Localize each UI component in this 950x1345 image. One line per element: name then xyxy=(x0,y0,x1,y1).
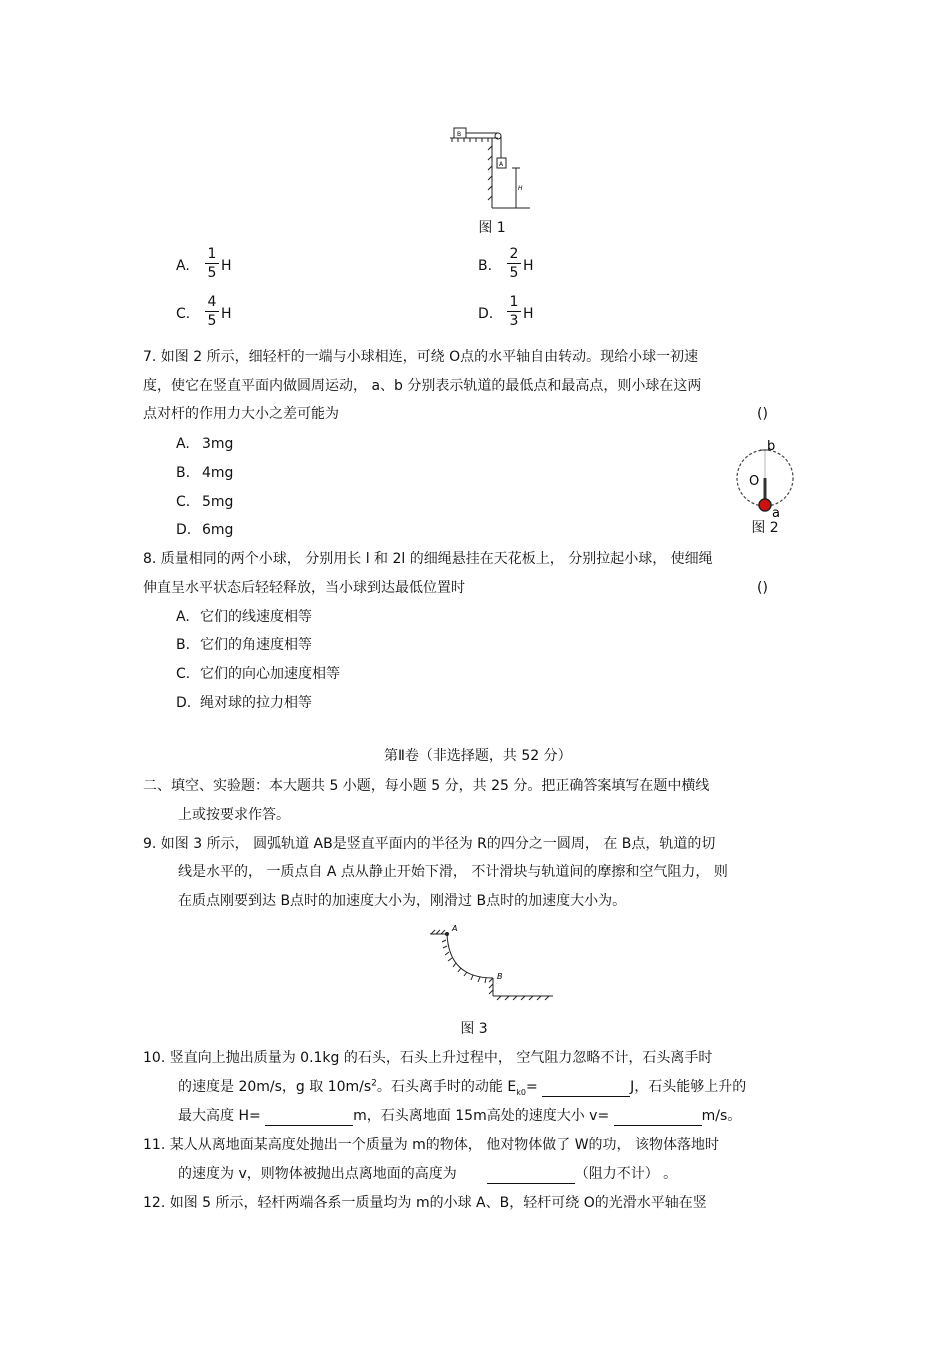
q10-line-3-part-b: m，石头离地面 15m高处的速度大小 v= xyxy=(353,1108,614,1124)
q8-text-line-1: 8. 质量相同的两个小球， 分别用长 l 和 2l 的细绳悬挂在天花板上， 分别拉起小球， 使细绳 xyxy=(143,551,713,567)
q7-text-line-1: 7. 如图 2 所示，细轻杆的一端与小球相连，可绕 O点的水平轴自由转动。现给小球一初速 xyxy=(143,349,699,365)
q7-option-d-text: 6mg xyxy=(202,522,234,538)
q8-text-line-2: 伸直呈水平状态后轻轻释放，当小球到达最低位置时 xyxy=(143,580,465,596)
q6-option-d-numerator: 1 xyxy=(509,294,519,310)
fig1-height-label: H xyxy=(518,185,523,192)
q7-option-c-text: 5mg xyxy=(202,494,234,510)
fig2-label-b: b xyxy=(767,439,776,454)
q6-option-b-fraction xyxy=(507,246,521,281)
q8-option-d-text: 绳对球的拉力相等 xyxy=(200,695,312,711)
figure-3-diagram xyxy=(425,922,560,1002)
q7-option-c-letter: C. xyxy=(176,494,191,510)
q6-option-b-unit: H xyxy=(523,258,534,274)
figure-1-diagram xyxy=(440,120,530,215)
q8-answer-paren: () xyxy=(757,580,768,596)
q6-option-d-denominator: 3 xyxy=(509,313,519,329)
q8-option-a-text: 它们的线速度相等 xyxy=(200,609,312,625)
q11-text-line-2 xyxy=(178,1164,677,1184)
q10-line-2-part-b: 。石头离手时的动能 E xyxy=(376,1079,517,1095)
q11-line-2-part-b: （阻力不计） 。 xyxy=(574,1166,678,1182)
q7-answer-paren: () xyxy=(757,406,768,422)
fig1-block-b-label: B xyxy=(457,131,462,138)
q8-option-a-letter: A. xyxy=(176,609,190,625)
section-2-title: 第Ⅱ卷（非选择题，共 52 分） xyxy=(384,748,572,764)
q8-option-c-letter: C. xyxy=(176,666,191,682)
q11-text-line-1: 11. 某人从离地面某高度处抛出一个质量为 m的物体， 他对物体做了 W的功， 该物体落地时 xyxy=(143,1137,719,1153)
q6-option-b-letter: B. xyxy=(478,258,493,274)
q11-line-2-part-a: 的速度为 v，则物体被抛出点离地面的高度为 xyxy=(178,1166,457,1182)
fig2-label-a: a xyxy=(772,506,780,521)
q6-option-a-fraction xyxy=(205,246,219,281)
q10-line-3-part-a: 最大高度 H= xyxy=(178,1108,266,1124)
q7-text-line-2: 度，使它在竖直平面内做圆周运动， a、b 分别表示轨道的最低点和最高点，则小球在这两 xyxy=(143,378,702,394)
figure-1-caption: 图 1 xyxy=(478,220,506,236)
q6-option-c-denominator: 5 xyxy=(207,313,217,329)
q11-blank-height[interactable] xyxy=(487,1169,575,1184)
figure-3-caption: 图 3 xyxy=(460,1021,488,1037)
fig3-label-a: A xyxy=(452,924,458,933)
q7-option-a-letter: A. xyxy=(176,436,190,452)
q8-option-c-text: 它们的向心加速度相等 xyxy=(200,666,340,682)
q6-option-b-numerator: 2 xyxy=(509,246,519,262)
q6-option-b-denominator: 5 xyxy=(509,265,519,281)
fig3-label-b: B xyxy=(497,972,503,981)
q6-option-a-letter: A. xyxy=(176,258,190,274)
q7-option-a-text: 3mg xyxy=(202,436,234,452)
q6-option-c-numerator: 4 xyxy=(207,294,217,310)
section-2-instructions-line-2: 上或按要求作答。 xyxy=(178,807,290,823)
q6-option-d-letter: D. xyxy=(478,306,494,322)
q6-option-d-fraction xyxy=(507,294,521,329)
q7-option-b-text: 4mg xyxy=(202,465,234,481)
q6-option-c-unit: H xyxy=(221,306,232,322)
q10-text-line-2 xyxy=(178,1077,746,1097)
q12-text-line-1: 12. 如图 5 所示，轻杆两端各系一质量均为 m的小球 A、B，轻杆可绕 O的光滑水平轴在竖 xyxy=(143,1195,707,1211)
q8-option-b-text: 它们的角速度相等 xyxy=(200,637,312,653)
q6-option-a-unit: H xyxy=(221,258,232,274)
figure-2-diagram xyxy=(730,438,800,521)
q10-line-2-part-a: 的速度是 20m/s，g 取 10m/s xyxy=(178,1079,372,1095)
q8-option-b-letter: B. xyxy=(176,637,191,653)
q6-option-a-numerator: 1 xyxy=(207,246,217,262)
q10-blank-speed[interactable] xyxy=(614,1111,702,1126)
q9-text-line-1: 9. 如图 3 所示， 圆弧轨道 AB是竖直平面内的半径为 R的四分之一圆周， 在 B点，轨道的切 xyxy=(143,836,716,852)
q7-text-line-3: 点对杆的作用力大小之差可能为 xyxy=(143,406,339,422)
fig2-label-o: O xyxy=(749,474,760,489)
q9-text-line-2: 线是水平的， 一质点自 A 点从静止开始下滑， 不计滑块与轨道间的摩擦和空气阻力， 则 xyxy=(178,864,728,880)
q9-text-line-3: 在质点刚要到达 B点时的加速度大小为，刚滑过 B点时的加速度大小为。 xyxy=(178,893,627,909)
q6-option-c-fraction xyxy=(205,294,219,329)
q7-option-d-letter: D. xyxy=(176,522,192,538)
q7-option-b-letter: B. xyxy=(176,465,191,481)
section-2-instructions-line-1: 二、填空、实验题：本大题共 5 小题，每小题 5 分，共 25 分。把正确答案填写在题中横线 xyxy=(143,778,710,794)
q6-option-a-denominator: 5 xyxy=(207,265,217,281)
fig1-block-a-label: A xyxy=(499,161,504,168)
q6-option-c-letter: C. xyxy=(176,306,191,322)
q10-blank-max-height[interactable] xyxy=(265,1111,353,1126)
q10-line-2-part-d: J，石头能够上升的 xyxy=(630,1079,747,1095)
q10-blank-kinetic-energy[interactable] xyxy=(542,1082,630,1097)
q6-option-d-unit: H xyxy=(523,306,534,322)
q10-text-line-3 xyxy=(178,1106,741,1126)
q10-line-2-part-c: = xyxy=(525,1079,543,1095)
q10-line-2-subscript: k0 xyxy=(516,1087,526,1097)
figure-2-caption: 图 2 xyxy=(751,520,779,536)
q10-line-2-superscript: 2 xyxy=(371,1078,377,1089)
q10-line-3-part-c: m/s。 xyxy=(701,1108,742,1124)
q8-option-d-letter: D. xyxy=(176,695,192,711)
q10-text-line-1: 10. 竖直向上抛出质量为 0.1kg 的石头，石头上升过程中， 空气阻力忽略不计，石头离手时 xyxy=(143,1050,713,1066)
